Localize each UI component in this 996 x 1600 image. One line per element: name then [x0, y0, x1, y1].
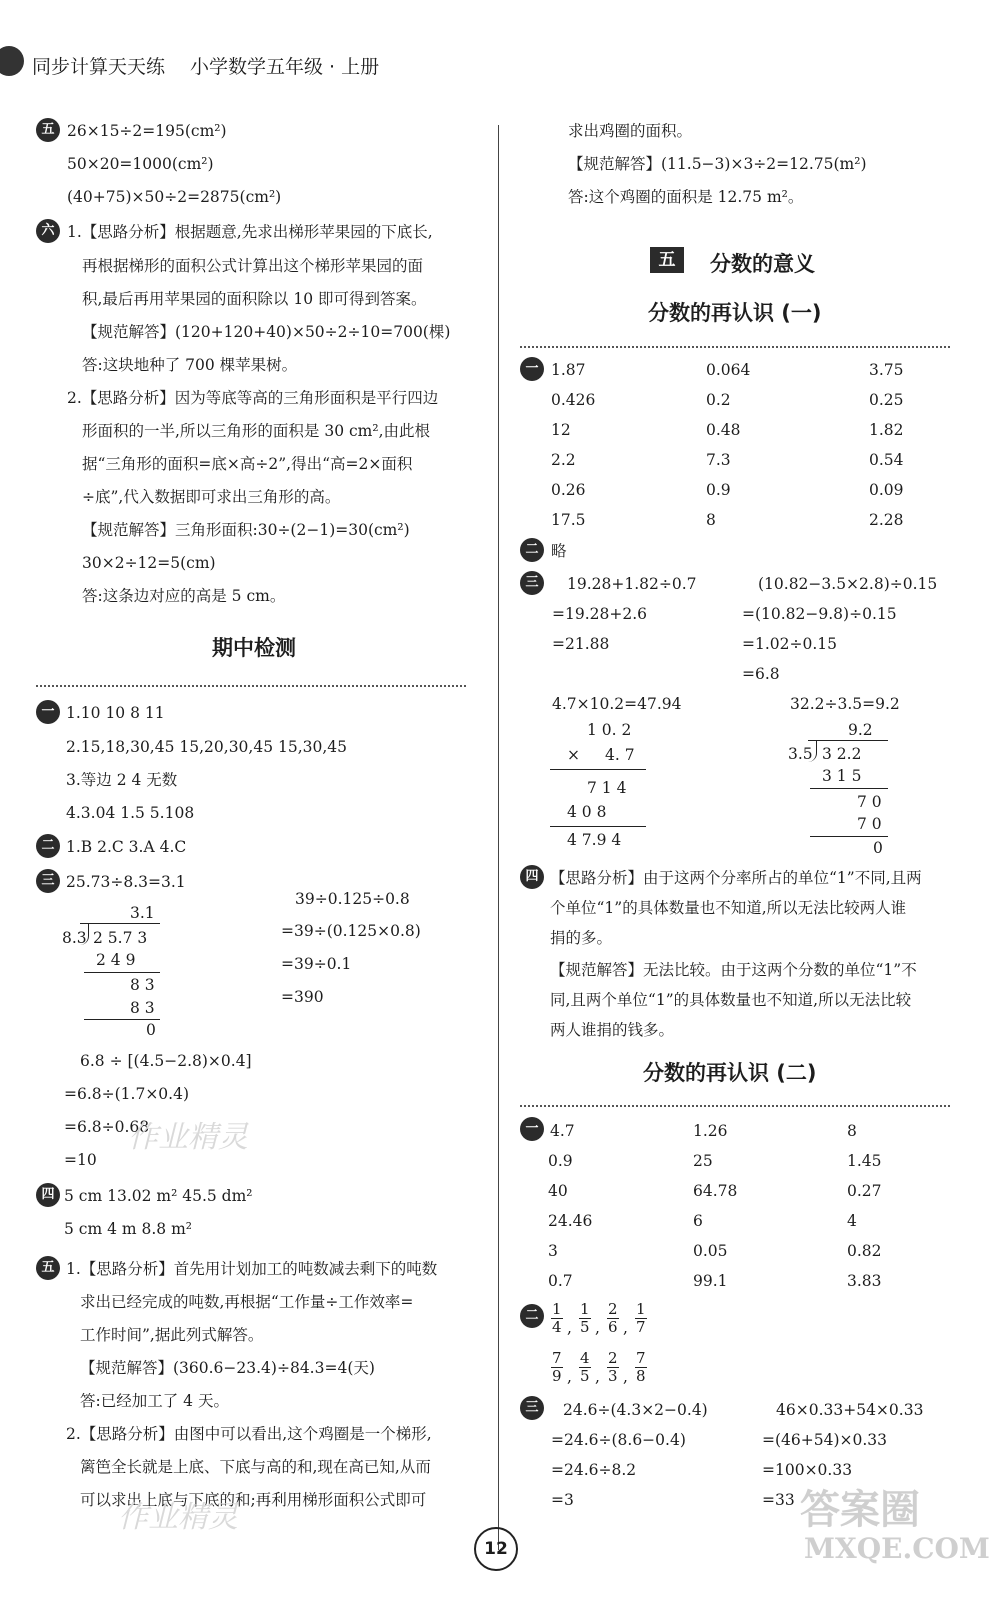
- grid-cell: 1.26: [693, 1122, 728, 1140]
- section-6-badge: 六: [36, 219, 60, 243]
- grid-cell: 8: [706, 511, 716, 529]
- answer-line: 6.8 ÷ [(4.5−2.8)×0.4]: [80, 1052, 252, 1070]
- division-step: 7 0: [857, 793, 882, 811]
- section-title: 分数的再认识 (一): [648, 301, 822, 325]
- grid-cell: 0.9: [706, 481, 731, 499]
- midterm-5-badge: 五: [36, 1256, 60, 1280]
- answer-line: 4.7×10.2=47.94: [552, 695, 682, 713]
- division-dividend: 3 2.2: [822, 745, 862, 763]
- division-step: 3 1 5: [822, 767, 862, 785]
- grid-cell: 0.82: [847, 1242, 882, 1260]
- answer-line: 同,且两个单位“1”的具体数量也不知道,所以无法比较: [550, 991, 912, 1009]
- answer-line: 2.【思路分析】因为等底等高的三角形面积是平行四边: [67, 389, 439, 407]
- answer-line: 【规范解答】(360.6−23.4)÷84.3=4(天): [80, 1359, 375, 1377]
- answer-line: =21.88: [552, 635, 610, 653]
- grid-cell: 2.28: [869, 511, 904, 529]
- answer-line: =6.8÷0.68: [64, 1118, 150, 1136]
- mul-rule: [550, 826, 646, 827]
- answer-line: (40+75)×50÷2=2875(cm²): [67, 188, 282, 206]
- answer-line: =10: [64, 1151, 97, 1169]
- division-step: 7 0: [857, 815, 882, 833]
- division-dividend: 2 5.7 3: [93, 929, 148, 947]
- fraction: $\frac{1}{7}$: [636, 1300, 646, 1336]
- grid-cell: 0.54: [869, 451, 904, 469]
- grid-cell: 0.2: [706, 391, 731, 409]
- answer-line: 30×2÷12=5(cm): [82, 554, 216, 572]
- watermark: 作业精灵: [128, 1120, 248, 1155]
- answer-line: 3.等边 2 4 无数: [66, 771, 178, 789]
- grid-cell: 3.83: [847, 1272, 882, 1290]
- answer-line: =6.8÷(1.7×0.4): [64, 1085, 190, 1103]
- answer-line: 25.73÷8.3=3.1: [66, 873, 186, 891]
- midterm-title: 期中检测: [212, 636, 296, 660]
- answer-line: 求出鸡圈的面积。: [568, 122, 693, 140]
- answer-line: 46×0.33+54×0.33: [776, 1401, 924, 1419]
- midterm-1-badge: 一: [36, 700, 60, 724]
- s-2-badge: 二: [520, 1304, 544, 1328]
- answer-line: 26×15÷2=195(cm²): [67, 122, 227, 140]
- grid-cell: 4.7: [550, 1122, 575, 1140]
- answer-line: 两人谁捐的钱多。: [550, 1021, 675, 1039]
- s-1-badge: 一: [520, 1117, 544, 1141]
- grid-cell: 4: [847, 1212, 857, 1230]
- answer-line: =3: [551, 1491, 574, 1509]
- separator: ,: [623, 1368, 628, 1386]
- answer-line: 4.3.04 1.5 5.108: [66, 804, 195, 822]
- section-title: 分数的再认识 (二): [643, 1061, 817, 1085]
- grid-cell: 7.3: [706, 451, 731, 469]
- division-step: 8 3: [130, 976, 155, 994]
- answer-line: 答:这块地种了 700 棵苹果树。: [82, 356, 298, 374]
- answer-line: 再根据梯形的面积公式计算出这个梯形苹果园的面: [82, 257, 424, 275]
- answer-line: (10.82−3.5×2.8)÷0.15: [758, 575, 938, 593]
- answer-line: 1.B 2.C 3.A 4.C: [66, 838, 187, 856]
- separator: ,: [623, 1319, 628, 1337]
- division-step: 0: [873, 839, 883, 857]
- answer-line: 可以求出上底与下底的和;再利用梯形面积公式即可: [80, 1491, 427, 1509]
- answer-line: 1.【思路分析】根据题意,先求出梯形苹果园的下底长,: [67, 223, 433, 241]
- answer-line: =19.28+2.6: [552, 605, 647, 623]
- division-quotient: 3.1: [130, 904, 155, 922]
- answer-line: 2.【思路分析】由图中可以看出,这个鸡圈是一个梯形,: [66, 1425, 432, 1443]
- answer-line: =24.6÷(8.6−0.4): [551, 1431, 686, 1449]
- answer-line: 据“三角形的面积=底×高÷2”,得出“高=2×面积: [82, 455, 413, 473]
- division-bracket: [80, 923, 89, 945]
- dotted-divider: [520, 1105, 950, 1107]
- mul-result: 4 7.9 4: [567, 831, 622, 849]
- answer-line: 2.15,18,30,45 15,20,30,45 15,30,45: [66, 738, 348, 756]
- division-bar: [80, 923, 160, 924]
- grid-cell: 25: [693, 1152, 713, 1170]
- midterm-4-badge: 四: [36, 1183, 60, 1207]
- grid-cell: 1.87: [551, 361, 586, 379]
- division-bar: [808, 740, 888, 741]
- unit-title: 分数的意义: [710, 252, 815, 276]
- division-divisor: 8.3: [62, 929, 87, 947]
- grid-cell: 0.25: [869, 391, 904, 409]
- division-rule: [810, 788, 888, 789]
- answer-line: 积,最后再用苹果园的面积除以 10 即可得到答案。: [82, 290, 427, 308]
- r-1-badge: 一: [520, 357, 544, 381]
- answer-line: 1.【思路分析】首先用计划加工的吨数减去剩下的吨数: [66, 1260, 438, 1278]
- grid-cell: 3: [548, 1242, 558, 1260]
- answer-line: =39÷0.1: [281, 955, 352, 973]
- answer-line: 【思路分析】由于这两个分率所占的单位“1”不同,且两: [550, 869, 922, 887]
- section-5-badge: 五: [36, 118, 60, 142]
- answer-line: =390: [281, 988, 324, 1006]
- grid-cell: 8: [847, 1122, 857, 1140]
- unit-badge: 五: [650, 247, 684, 273]
- grid-cell: 0.26: [551, 481, 586, 499]
- r-2-badge: 二: [520, 538, 544, 562]
- grid-cell: 6: [693, 1212, 703, 1230]
- midterm-2-badge: 二: [36, 834, 60, 858]
- grid-cell: 64.78: [693, 1182, 738, 1200]
- answer-line: 39÷0.125÷0.8: [295, 890, 410, 908]
- answer-line: 工作时间”,据此列式解答。: [80, 1326, 264, 1344]
- answer-line: 个单位“1”的具体数量也不知道,所以无法比较两人谁: [550, 899, 907, 917]
- answer-line: =33: [762, 1491, 795, 1509]
- division-rule: [810, 836, 888, 837]
- answer-line: 【规范解答】三角形面积:30÷(2−1)=30(cm²): [82, 521, 410, 539]
- header-title: 同步计算天天练: [32, 56, 166, 78]
- s-3-badge: 三: [520, 1396, 544, 1420]
- answer-line: =1.02÷0.15: [742, 635, 837, 653]
- fraction: $\frac{2}{3}$: [608, 1349, 618, 1385]
- grid-cell: 40: [548, 1182, 568, 1200]
- fraction: $\frac{2}{6}$: [608, 1300, 618, 1336]
- watermark: MXQE.COM: [804, 1532, 990, 1565]
- answer-line: 1.10 10 8 11: [66, 704, 165, 722]
- division-divisor: 3.5: [788, 745, 813, 763]
- answer-line: 答:这条边对应的高是 5 cm。: [82, 587, 286, 605]
- answer-line: =24.6÷8.2: [551, 1461, 637, 1479]
- grid-cell: 1.82: [869, 421, 904, 439]
- separator: ,: [567, 1319, 572, 1337]
- fraction: $\frac{7}{8}$: [636, 1349, 646, 1385]
- logo-icon: [0, 46, 24, 76]
- answer-line: 50×20=1000(cm²): [67, 155, 214, 173]
- division-rule: [84, 972, 160, 973]
- grid-cell: 1.45: [847, 1152, 882, 1170]
- separator: ,: [567, 1368, 572, 1386]
- division-bracket: [808, 740, 817, 762]
- answer-line: 答:已经加工了 4 天。: [80, 1392, 229, 1410]
- answer-line: =39÷(0.125×0.8): [281, 922, 421, 940]
- watermark: 作业精灵: [118, 1500, 238, 1535]
- grid-cell: 3.75: [869, 361, 904, 379]
- answer-line: 捐的多。: [550, 929, 613, 947]
- answer-line: 5 cm 4 m 8.8 m²: [64, 1220, 192, 1238]
- dotted-divider: [520, 346, 950, 348]
- grid-cell: 2.2: [551, 451, 576, 469]
- grid-cell: 17.5: [551, 511, 586, 529]
- column-divider: [498, 125, 499, 1550]
- mul-partial: 4 0 8: [567, 803, 607, 821]
- grid-cell: 12: [551, 421, 571, 439]
- answer-line: =6.8: [742, 665, 780, 683]
- answer-line: 19.28+1.82÷0.7: [567, 575, 697, 593]
- mul-sign: ×: [567, 746, 580, 764]
- grid-cell: 0.09: [869, 481, 904, 499]
- answer-line: 32.2÷3.5=9.2: [790, 695, 900, 713]
- answer-line: 【规范解答】(120+120+40)×50÷2÷10=700(棵): [82, 323, 451, 341]
- separator: ,: [595, 1368, 600, 1386]
- division-step: 0: [146, 1021, 156, 1039]
- grid-cell: 0.48: [706, 421, 741, 439]
- mul-partial: 7 1 4: [587, 779, 627, 797]
- watermark: 答案圈: [800, 1486, 920, 1533]
- midterm-3-badge: 三: [36, 869, 60, 893]
- separator: ,: [595, 1319, 600, 1337]
- grid-cell: 0.27: [847, 1182, 882, 1200]
- division-quotient: 9.2: [848, 721, 873, 739]
- division-step: 8 3: [130, 999, 155, 1017]
- answer-line: 24.6÷(4.3×2−0.4): [563, 1401, 708, 1419]
- header-subtitle: 小学数学五年级 · 上册: [190, 56, 380, 78]
- r-3-badge: 三: [520, 571, 544, 595]
- grid-cell: 0.05: [693, 1242, 728, 1260]
- answer-line: 5 cm 13.02 m² 45.5 dm²: [64, 1187, 253, 1205]
- answer-line: 【规范解答】(11.5−3)×3÷2=12.75(m²): [568, 155, 867, 173]
- answer-line: =(46+54)×0.33: [762, 1431, 888, 1449]
- grid-cell: 0.426: [551, 391, 596, 409]
- grid-cell: 24.46: [548, 1212, 593, 1230]
- mul-rule: [550, 769, 646, 770]
- grid-cell: 0.064: [706, 361, 751, 379]
- answer-line: 【规范解答】无法比较。由于这两个分数的单位“1”不: [550, 961, 917, 979]
- answer-line: 略: [551, 542, 567, 560]
- answer-line: 求出已经完成的吨数,再根据“工作量÷工作效率=: [80, 1293, 414, 1311]
- fraction: $\frac{1}{4}$: [552, 1300, 562, 1336]
- grid-cell: 0.7: [548, 1272, 573, 1290]
- mul-top: 1 0. 2: [587, 721, 632, 739]
- answer-line: 形面积的一半,所以三角形的面积是 30 cm²,由此根: [82, 422, 431, 440]
- grid-cell: 0.9: [548, 1152, 573, 1170]
- page-number: 12: [474, 1527, 518, 1571]
- fraction: $\frac{4}{5}$: [580, 1349, 590, 1385]
- grid-cell: 99.1: [693, 1272, 728, 1290]
- fraction: $\frac{7}{9}$: [552, 1349, 562, 1385]
- answer-line: ÷底”,代入数据即可求出三角形的高。: [82, 488, 341, 506]
- dotted-divider: [36, 685, 466, 687]
- answer-line: 答:这个鸡圈的面积是 12.75 m²。: [568, 188, 804, 206]
- division-step: 2 4 9: [96, 951, 136, 969]
- fraction: $\frac{1}{5}$: [580, 1300, 590, 1336]
- r-4-badge: 四: [520, 865, 544, 889]
- answer-line: 篱笆全长就是上底、下底与高的和,现在高已知,从而: [80, 1458, 431, 1476]
- answer-line: =100×0.33: [762, 1461, 853, 1479]
- mul-bottom: 4. 7: [605, 746, 635, 764]
- answer-line: =(10.82−9.8)÷0.15: [742, 605, 897, 623]
